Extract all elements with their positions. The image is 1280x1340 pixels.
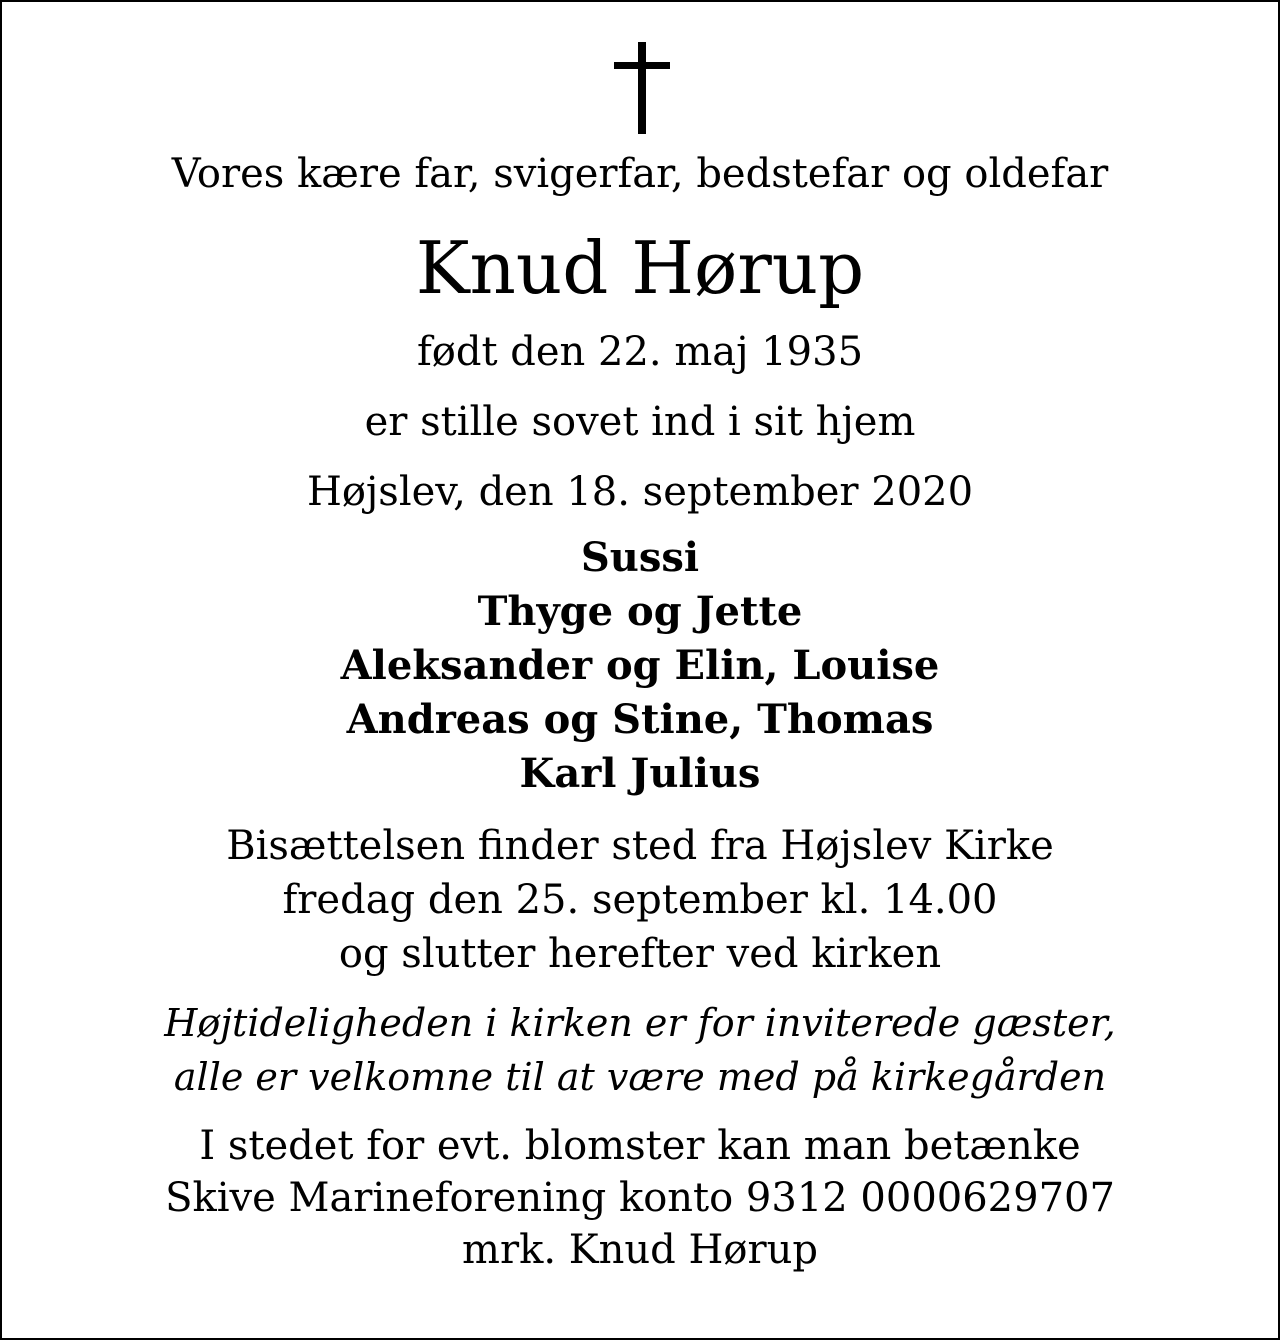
cross-icon-horizontal (614, 62, 670, 69)
family-line: Karl Julius (519, 750, 761, 797)
birth-date: født den 22. maj 1935 (416, 329, 864, 375)
family-line: Andreas og Stine, Thomas (346, 696, 934, 743)
family-line: Sussi (580, 534, 700, 581)
donation-info-line: Skive Marineforening konto 9312 0000629707 (165, 1175, 1115, 1221)
funeral-info-line: fredag den 25. september kl. 14.00 (282, 877, 998, 923)
passing-text: er stille sovet ind i sit hjem (364, 399, 916, 445)
cross-icon (614, 42, 670, 134)
family-line: Aleksander og Elin, Louise (340, 642, 940, 689)
attendance-note-line: Højtideligheden i kirken er for inviterede gæster, (164, 1001, 1116, 1045)
attendance-note-line: alle er velkomne til at være med på kirkegården (173, 1055, 1107, 1099)
funeral-info-line: Bisættelsen finder sted fra Højslev Kirke (226, 823, 1054, 869)
deceased-name: Knud Hørup (415, 226, 865, 310)
funeral-info-line: og slutter herefter ved kirken (338, 931, 942, 977)
donation-info-line: I stedet for evt. blomster kan man betænke (199, 1123, 1081, 1169)
place-and-date: Højslev, den 18. september 2020 (306, 469, 974, 515)
family-line: Thyge og Jette (477, 588, 803, 635)
donation-info-line: mrk. Knud Hørup (462, 1227, 818, 1273)
cross-icon-vertical (638, 42, 646, 134)
intro-text: Vores kære far, svigerfar, bedstefar og oldefar (171, 151, 1109, 197)
